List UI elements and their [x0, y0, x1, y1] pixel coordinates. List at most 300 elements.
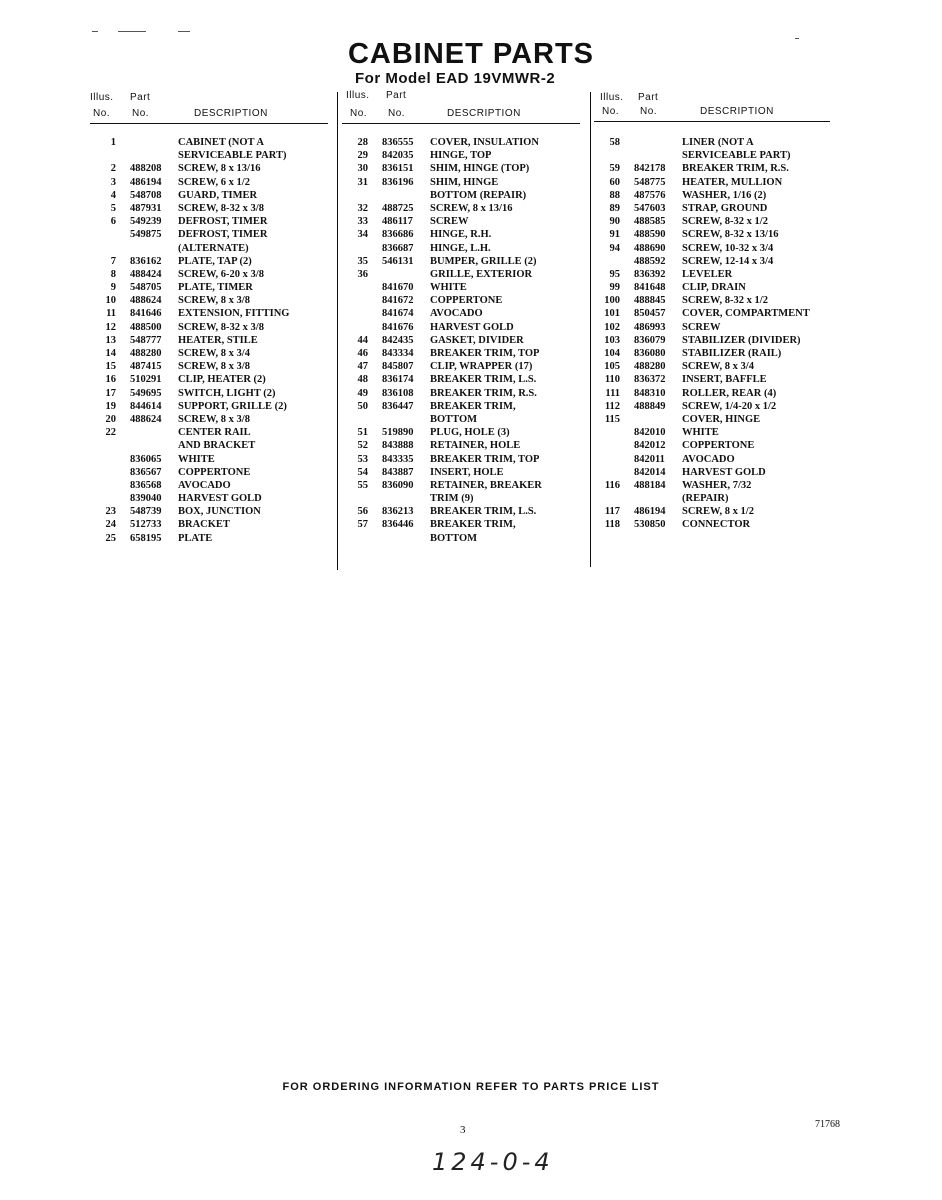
illus-number: 49 [357, 387, 368, 399]
part-description: BREAKER TRIM, [430, 400, 516, 412]
part-description: BUMPER, GRILLE (2) [430, 255, 537, 267]
part-number: 547603 [634, 202, 666, 214]
part-description: RETAINER, BREAKER [430, 479, 542, 491]
part-description: COVER, HINGE [682, 413, 761, 425]
part-number: 519890 [382, 427, 414, 439]
part-description: BREAKER TRIM, TOP [430, 453, 540, 465]
part-number: 488184 [634, 479, 666, 491]
part-description: BOX, JUNCTION [178, 506, 261, 518]
table-row [342, 360, 580, 373]
part-description: BOTTOM [430, 413, 478, 425]
table-row [342, 505, 580, 518]
part-number: 548739 [130, 506, 162, 518]
part-description: SCREW, 8 x 1/2 [682, 506, 754, 518]
model-subtitle: For Model EAD 19VMWR-2 [355, 70, 556, 87]
part-description: WHITE [430, 282, 467, 294]
table-row [90, 307, 328, 320]
illus-number: 53 [357, 453, 368, 465]
part-number: 843888 [382, 440, 414, 452]
part-number: 842435 [382, 334, 414, 346]
illus-number: 11 [106, 308, 116, 320]
illus-number: 95 [609, 268, 620, 280]
part-description: COVER, INSULATION [430, 137, 539, 148]
part-number: 836162 [130, 255, 162, 267]
part-description: COPPERTONE [682, 440, 755, 452]
part-description: STABILIZER (DIVIDER) [682, 334, 801, 346]
part-description: HARVEST GOLD [430, 321, 514, 333]
illus-number: 55 [357, 479, 368, 491]
table-row [342, 532, 580, 545]
table-row [90, 347, 328, 360]
scan-speck [178, 31, 190, 32]
illus-number: 54 [357, 466, 368, 478]
illus-number: 88 [609, 189, 620, 201]
illus-number: 104 [604, 348, 620, 359]
table-row [342, 479, 580, 492]
column-divider [337, 92, 338, 570]
table-row [342, 228, 580, 241]
part-description: BREAKER TRIM, [430, 519, 516, 531]
illus-number: 90 [609, 216, 620, 228]
table-row [594, 426, 830, 439]
part-description: BREAKER TRIM, TOP [430, 348, 540, 359]
part-description: CONNECTOR [682, 519, 751, 531]
table-row [594, 321, 830, 334]
table-row [342, 255, 580, 268]
illus-number: 25 [105, 532, 116, 544]
part-number: 486194 [130, 176, 162, 188]
header-rule [90, 123, 328, 124]
table-row [342, 453, 580, 466]
illus-number: 13 [105, 334, 116, 346]
illus-number: 28 [357, 137, 368, 148]
illus-number: 2 [110, 163, 116, 175]
part-number: 486993 [634, 321, 666, 333]
part-description: SCREW, 10-32 x 3/4 [682, 242, 774, 254]
table-row [594, 413, 830, 426]
parts-column-3 [594, 90, 830, 532]
table-row [594, 268, 830, 281]
illus-number: 32 [357, 202, 368, 214]
part-number: 836372 [634, 374, 666, 386]
header-rule [594, 121, 830, 122]
illus-number: 30 [357, 163, 368, 175]
part-number: 836151 [382, 163, 414, 175]
part-number: 488424 [130, 268, 162, 280]
table-row [594, 453, 830, 466]
table-row [90, 242, 328, 255]
part-number: 850457 [634, 308, 666, 320]
part-description: BOTTOM (REPAIR) [430, 189, 527, 201]
table-row [594, 176, 830, 189]
table-row [90, 453, 328, 466]
part-description: SCREW, 8 x 3/4 [178, 348, 250, 359]
illus-number: 57 [357, 519, 368, 531]
table-row [342, 492, 580, 505]
part-description: SCREW, 8-32 x 3/8 [178, 321, 264, 333]
part-number: 488624 [130, 413, 162, 425]
illus-number: 58 [609, 137, 620, 148]
part-description: BREAKER TRIM, L.S. [430, 506, 537, 518]
header-part-no: No. [640, 106, 658, 117]
table-row [342, 281, 580, 294]
part-number: 486117 [382, 216, 413, 228]
table-row [90, 413, 328, 426]
part-description: COPPERTONE [178, 466, 251, 478]
part-number: 486194 [634, 506, 666, 518]
illus-number: 34 [357, 229, 368, 241]
part-description: AND BRACKET [178, 440, 256, 452]
table-row [90, 228, 328, 241]
illus-number: 105 [604, 361, 620, 373]
part-number: 488208 [130, 163, 162, 175]
header-part-no: No. [132, 108, 150, 119]
part-description: HARVEST GOLD [178, 493, 262, 505]
part-number: 844614 [130, 400, 162, 412]
table-row [342, 518, 580, 531]
part-description: SCREW, 8-32 x 13/16 [682, 229, 779, 241]
header-illus: Illus. [346, 90, 370, 101]
illus-number: 15 [105, 361, 116, 373]
table-row [594, 255, 830, 268]
header-illus-no: No. [350, 108, 368, 119]
part-number: 839040 [130, 493, 162, 505]
part-description: SCREW, 6-20 x 3/8 [178, 268, 264, 280]
illus-number: 117 [604, 506, 620, 518]
part-number: 841646 [130, 308, 162, 320]
part-description: AVOCADO [178, 479, 231, 491]
part-number: 841676 [382, 321, 414, 333]
part-number: 510291 [130, 374, 162, 386]
table-row [90, 215, 328, 228]
table-row [90, 162, 328, 175]
table-row [90, 466, 328, 479]
table-row [90, 202, 328, 215]
table-row [594, 439, 830, 452]
illus-number: 3 [110, 176, 116, 188]
part-number: 848310 [634, 387, 666, 399]
page-number: 3 [460, 1124, 466, 1136]
column-header [594, 90, 830, 122]
part-description: HEATER, STILE [178, 334, 258, 346]
part-number: 488280 [634, 361, 666, 373]
header-part: Part [386, 90, 407, 101]
illus-number: 36 [357, 268, 368, 280]
part-number: 842035 [382, 150, 414, 162]
part-description: BOTTOM [430, 532, 478, 544]
table-row [90, 360, 328, 373]
part-number: 836686 [382, 229, 414, 241]
table-row [594, 373, 830, 386]
part-number: 841670 [382, 282, 414, 294]
part-description: RETAINER, HOLE [430, 440, 521, 452]
part-description: SHIM, HINGE [430, 176, 499, 188]
part-number: 836108 [382, 387, 414, 399]
part-number: 836174 [382, 374, 414, 386]
part-number: 842014 [634, 466, 666, 478]
illus-number: 31 [357, 176, 368, 188]
illus-number: 44 [357, 334, 368, 346]
header-description: DESCRIPTION [194, 108, 268, 119]
table-row [594, 479, 830, 492]
table-row [90, 189, 328, 202]
part-number: 836446 [382, 519, 414, 531]
table-row [342, 162, 580, 175]
part-number: 488500 [130, 321, 162, 333]
table-row [90, 294, 328, 307]
table-row [90, 334, 328, 347]
header-part: Part [638, 92, 659, 103]
table-row [90, 387, 328, 400]
part-description: SWITCH, LIGHT (2) [178, 387, 276, 399]
illus-number: 5 [110, 202, 116, 214]
part-description: SHIM, HINGE (TOP) [430, 163, 530, 175]
part-number: 488624 [130, 295, 162, 307]
part-description: EXTENSION, FITTING [178, 308, 290, 320]
parts-rows [90, 136, 328, 545]
header-part-no: No. [388, 108, 406, 119]
illus-number: 112 [604, 400, 620, 412]
part-number: 488592 [634, 255, 666, 267]
illus-number: 111 [605, 387, 620, 399]
part-number: 842011 [634, 453, 665, 465]
part-number: 836090 [382, 479, 414, 491]
part-number: 836447 [382, 400, 414, 412]
table-row [594, 400, 830, 413]
table-row [342, 439, 580, 452]
table-row [342, 373, 580, 386]
part-description: SCREW, 8-32 x 1/2 [682, 295, 768, 307]
part-number: 843335 [382, 453, 414, 465]
part-description: SCREW, 8 x 3/8 [178, 295, 250, 307]
part-number: 845807 [382, 361, 414, 373]
part-description: CLIP, HEATER (2) [178, 374, 266, 386]
part-description: HARVEST GOLD [682, 466, 766, 478]
illus-number: 89 [609, 202, 620, 214]
part-number: 487415 [130, 361, 162, 373]
illus-number: 48 [357, 374, 368, 386]
table-row [594, 242, 830, 255]
part-number: 548775 [634, 176, 666, 188]
column-divider [590, 92, 591, 567]
part-description: BREAKER TRIM, L.S. [430, 374, 537, 386]
table-row [594, 281, 830, 294]
part-description: ROLLER, REAR (4) [682, 387, 777, 399]
part-description: LINER (NOT A [682, 137, 754, 148]
table-row [342, 321, 580, 334]
parts-column-2 [342, 90, 580, 545]
header-part: Part [130, 92, 151, 103]
table-row [342, 387, 580, 400]
part-number: 658195 [130, 532, 162, 544]
table-row [90, 136, 328, 149]
illus-number: 8 [110, 268, 116, 280]
part-description: COVER, COMPARTMENT [682, 308, 810, 320]
header-description: DESCRIPTION [447, 108, 521, 119]
part-number: 841648 [634, 282, 666, 294]
part-number: 843334 [382, 348, 414, 359]
part-description: DEFROST, TIMER [178, 216, 268, 228]
illus-number: 51 [357, 427, 368, 439]
illus-number: 100 [604, 295, 620, 307]
illus-number: 24 [105, 519, 116, 531]
part-description: GRILLE, EXTERIOR [430, 268, 533, 280]
part-number: 836392 [634, 268, 666, 280]
part-description: SCREW [430, 216, 469, 228]
header-illus-no: No. [602, 106, 620, 117]
illus-number: 17 [105, 387, 116, 399]
table-row [342, 334, 580, 347]
part-description: SERVICEABLE PART) [178, 150, 287, 162]
table-row [594, 347, 830, 360]
table-row [342, 307, 580, 320]
part-description: STABILIZER (RAIL) [682, 348, 782, 359]
table-row [342, 466, 580, 479]
part-description: DEFROST, TIMER [178, 229, 268, 241]
part-number: 836196 [382, 176, 414, 188]
header-illus: Illus. [90, 92, 114, 103]
part-number: 548705 [130, 282, 162, 294]
table-row [342, 413, 580, 426]
part-description: SCREW [682, 321, 721, 333]
part-description: SCREW, 8-32 x 3/8 [178, 202, 264, 214]
part-number: 546131 [382, 255, 414, 267]
part-description: SERVICEABLE PART) [682, 150, 791, 162]
part-description: HINGE, R.H. [430, 229, 492, 241]
part-description: CABINET (NOT A [178, 137, 264, 148]
illus-number: 16 [105, 374, 116, 386]
part-description: CENTER RAIL [178, 427, 251, 439]
part-description: (ALTERNATE) [178, 242, 249, 254]
part-description: SCREW, 8 x 3/4 [682, 361, 754, 373]
table-row [594, 518, 830, 531]
part-description: SCREW, 8 x 3/8 [178, 361, 250, 373]
scan-speck [118, 31, 146, 32]
column-header [342, 90, 580, 122]
table-row [90, 479, 328, 492]
part-number: 836065 [130, 453, 162, 465]
part-description: LEVELER [682, 268, 733, 280]
illus-number: 47 [357, 361, 368, 373]
table-row [90, 176, 328, 189]
part-description: CLIP, WRAPPER (17) [430, 361, 533, 373]
table-row [342, 426, 580, 439]
illus-number: 19 [105, 400, 116, 412]
part-number: 488845 [634, 295, 666, 307]
part-description: SCREW, 8-32 x 1/2 [682, 216, 768, 228]
part-description: HINGE, L.H. [430, 242, 491, 254]
part-description: CLIP, DRAIN [682, 282, 746, 294]
part-number: 841674 [382, 308, 414, 320]
illus-number: 9 [110, 282, 116, 294]
part-number: 842012 [634, 440, 666, 452]
part-description: PLATE [178, 532, 213, 544]
illus-number: 33 [357, 216, 368, 228]
part-description: GUARD, TIMER [178, 189, 258, 201]
table-row [594, 505, 830, 518]
table-row [594, 387, 830, 400]
table-row [594, 215, 830, 228]
table-row [342, 294, 580, 307]
header-illus-no: No. [93, 108, 111, 119]
illus-number: 1 [110, 137, 116, 148]
illus-number: 22 [105, 427, 116, 439]
illus-number: 10 [105, 295, 116, 307]
part-number: 836213 [382, 506, 414, 518]
part-description: SCREW, 8 x 13/16 [430, 202, 513, 214]
part-description: SCREW, 8 x 3/8 [178, 413, 250, 425]
part-number: 836555 [382, 137, 414, 148]
table-row [342, 149, 580, 162]
part-number: 487576 [634, 189, 666, 201]
table-row [90, 518, 328, 531]
table-row [594, 162, 830, 175]
illus-number: 91 [609, 229, 620, 241]
illus-number: 116 [604, 479, 620, 491]
part-description: SCREW, 1/4-20 x 1/2 [682, 400, 777, 412]
table-row [342, 400, 580, 413]
part-description: STRAP, GROUND [682, 202, 768, 214]
table-row [342, 268, 580, 281]
table-row [90, 149, 328, 162]
part-description: WASHER, 7/32 [682, 479, 752, 491]
table-row [342, 136, 580, 149]
table-row [594, 360, 830, 373]
part-description: (REPAIR) [682, 493, 729, 505]
part-description: COPPERTONE [430, 295, 503, 307]
illus-number: 23 [105, 506, 116, 518]
illus-number: 115 [604, 413, 620, 425]
part-description: HEATER, MULLION [682, 176, 783, 188]
illus-number: 12 [105, 321, 116, 333]
illus-number: 7 [110, 255, 116, 267]
table-row [342, 202, 580, 215]
part-description: GASKET, DIVIDER [430, 334, 524, 346]
illus-number: 102 [604, 321, 620, 333]
table-row [90, 255, 328, 268]
part-number: 842178 [634, 163, 666, 175]
table-row [90, 426, 328, 439]
part-description: INSERT, BAFFLE [682, 374, 767, 386]
part-description: WHITE [178, 453, 215, 465]
illus-number: 20 [105, 413, 116, 425]
part-description: INSERT, HOLE [430, 466, 504, 478]
part-description: HINGE, TOP [430, 150, 492, 162]
illus-number: 60 [609, 176, 620, 188]
table-row [90, 268, 328, 281]
table-row [594, 189, 830, 202]
parts-rows [594, 136, 830, 532]
parts-column-1 [90, 90, 328, 545]
illus-number: 35 [357, 255, 368, 267]
part-number: 549695 [130, 387, 162, 399]
table-row [342, 176, 580, 189]
part-number: 836568 [130, 479, 162, 491]
parts-rows [342, 136, 580, 545]
ordering-footer: FOR ORDERING INFORMATION REFER TO PARTS PRICE LIST [282, 1081, 660, 1093]
handwritten-note: 124-0-4 [432, 1148, 554, 1176]
illus-number: 103 [604, 334, 620, 346]
table-row [342, 215, 580, 228]
part-number: 549239 [130, 216, 162, 228]
part-number: 512733 [130, 519, 162, 531]
table-row [342, 347, 580, 360]
table-row [90, 373, 328, 386]
part-description: SCREW, 6 x 1/2 [178, 176, 250, 188]
part-number: 488725 [382, 202, 414, 214]
part-number: 836080 [634, 348, 666, 359]
part-number: 843887 [382, 466, 414, 478]
